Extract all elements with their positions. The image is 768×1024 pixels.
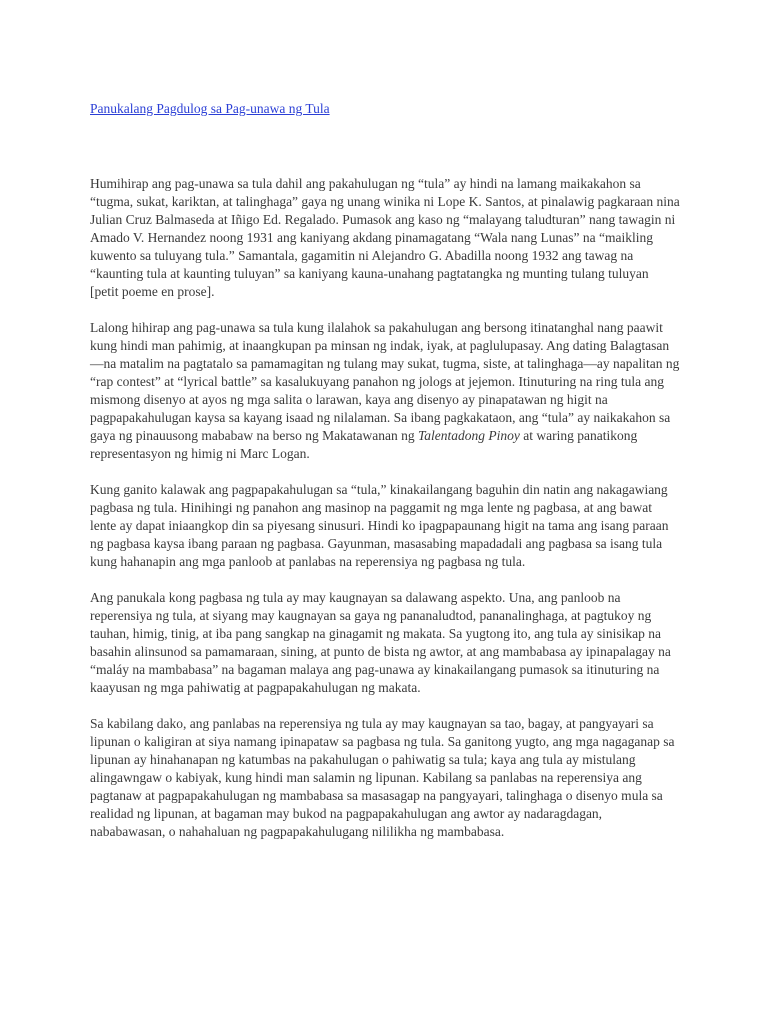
title-link[interactable]: Panukalang Pagdulog sa Pag-unawa ng Tula <box>90 101 330 116</box>
paragraph-3: Kung ganito kalawak ang pagpapakahulugan sa “tula,” kinakailangang baguhin din natin ang nakagawiang pagbasa ng tula. Hinihingi ng panahon ang masinop na paggamit ng mga lente ng pagbasa, at ang bawat lente ay dapat iniaangkop din sa piyesang sinusuri. Hindi ko ipagpapaunang higit na tama ang isang paraan ng pagbasa kaysa ibang paraan ng pagbasa. Gayunman, masasabing mapadadali ang pagbasa sa isang tula kung hahanapin ang mga panloob at panlabas na reperensiya ng pagbasa ng tula. <box>90 482 669 569</box>
paragraph-2 <box>90 319 680 463</box>
title-container <box>90 100 680 118</box>
paragraph-2-italic-title: Talentadong Pinoy <box>418 428 520 443</box>
document-body <box>90 100 680 859</box>
paragraph-5: Sa kabilang dako, ang panlabas na reperensiya ng tula ay may kaugnayan sa tao, bagay, at pangyayari sa lipunan o kaligiran at siya namang ipinapataw sa pagbasa ng tula. Sa ganitong yugto, ang mga nagaganap sa lipunan ay hinahanapan ng katumbas na pakahulugan o pahiwatig sa tula; kaya ang tula ay mistulang alingawngaw o kabiyak, kung hindi man salamin ng lipunan. Kabilang sa panlabas na reperensiya ang pagtanaw at pagpapakahulugan ng mambabasa sa masasagap na pangyayari, talinghaga o disenyo mula sa realidad ng lipunan, at bagaman may bukod na pagpapakahulugan ang awtor ay nadaragdagan, nababawasan, o nahahaluan ng pagpapakahulugang nililikha ng mambabasa. <box>90 716 675 839</box>
paragraph-2-text-before: Lalong hihirap ang pag-unawa sa tula kung ilalahok sa pakahulugan ang bersong itinatanghal nang paawit kung hindi man pahimig, at inaangkupan pa minsan ng indak, iyak, at paglulupasay. Ang dating Balagtasan—na matalim na pagtatalo sa pamamagitan ng tulang may sukat, tugma, siste, at talinghaga—ay napalitan ng “rap contest” at “lyrical battle” sa kasalukuyang panahon ng jologs at jejemon. Itinuturing na ring tula ang mismong disenyo at ayos ng mga salita o larawan, kaya ang disenyo ay pinapatawan ng higit na pagpapakahulugan kaysa sa kayang isaad ng nilalaman. Sa ibang pagkakataon, ang “tula” ay naikakahon sa gaya ng pinauusong mababaw na berso ng Makatawanan ng <box>90 320 680 443</box>
paragraph-2-text-after: at waring panatikong representasyon ng himig ni Marc Logan. <box>90 428 638 461</box>
paragraph-4: Ang panukala kong pagbasa ng tula ay may kaugnayan sa dalawang aspekto. Una, ang panloob na reperensiya ng tula, at siyang may kaugnayan sa gaya ng pananaludtod, pananalinghaga, at pagtukoy ng tauhan, himig, tinig, at iba pang sangkap na ginagamit ng makata. Sa yugtong ito, ang tula ay sinisikap na basahin alinsunod sa pamamaraan, sining, at punto de bista ng awtor, at ang mambabasa ay ipinapalagay na “maláy na mambabasa” na bagaman malaya ang pag-unawa ay kinakailangang pumasok sa itinuturing na kaayusan ng mga pahiwatig at pagpapakahulugan ng makata. <box>90 590 671 695</box>
paragraph-1: Humihirap ang pag-unawa sa tula dahil ang pakahulugan ng “tula” ay hindi na lamang maikakahon sa “tugma, sukat, kariktan, at talinghaga” gaya ng unang winika ni Lope K. Santos, at pinalawig pagkaraan nina Julian Cruz Balmaseda at Iñigo Ed. Regalado. Pumasok ang kaso ng “malayang taludturan” nang tawagin ni Amado V. Hernandez noong 1931 ang kaniyang akdang pinamagatang “Wala nang Lunas” na “maikling kuwento sa tuluyang tula.” Samantala, gagamitin ni Alejandro G. Abadilla noong 1932 ang tawag na “kaunting tula at kaunting tuluyan” sa kaniyang kauna-unahang pagtatangka ng munting tulang tuluyan [petit poeme en prose]. <box>90 176 680 299</box>
